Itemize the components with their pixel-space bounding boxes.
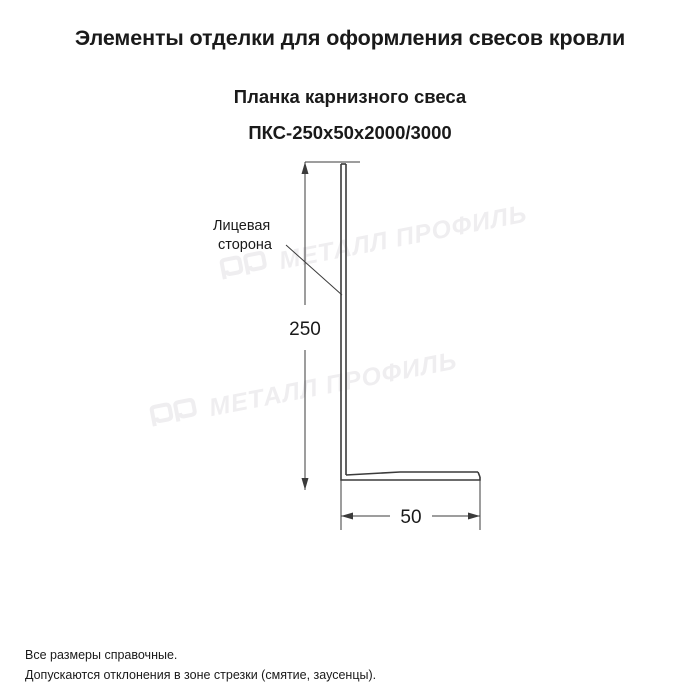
face-side-label-line1: Лицевая xyxy=(213,218,271,234)
horizontal-arrow-left-icon xyxy=(341,513,353,520)
horizontal-dimension-label: 50 xyxy=(400,507,422,528)
horizontal-arrow-right-icon xyxy=(468,513,480,520)
footer-note-2: Допускаются отклонения в зоне стрезки (смятие, заусенцы). xyxy=(25,668,377,682)
watermark-text: МЕТАЛЛ ПРОФИЛЬ xyxy=(276,199,530,276)
profile-flange-upper xyxy=(346,472,478,475)
product-name: Планка карнизного свеса xyxy=(233,86,467,107)
profile-flange-lower xyxy=(341,475,480,480)
vertical-arrow-bottom-icon xyxy=(302,478,309,490)
footer-note-1: Все размеры справочные. xyxy=(25,648,178,662)
face-side-leader-line xyxy=(286,245,342,295)
watermark-text: МЕТАЛЛ ПРОФИЛЬ xyxy=(206,346,460,423)
technical-drawing xyxy=(0,150,700,570)
profile-flange-end-cap xyxy=(478,472,480,477)
page-title: Элементы отделки для оформления свесов кровли xyxy=(74,26,626,50)
product-code: ПКС-250х50х2000/3000 xyxy=(248,122,452,143)
vertical-dimension-label: 250 xyxy=(289,319,321,340)
vertical-arrow-top-icon xyxy=(302,162,309,174)
face-side-label-line2: сторона xyxy=(218,237,272,253)
